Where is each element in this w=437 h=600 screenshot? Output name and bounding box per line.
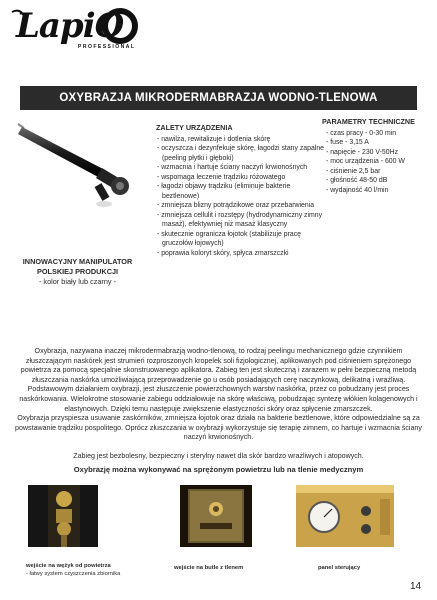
list-item: - wydajność 40 l/min [326, 186, 389, 194]
paragraph: Zabieg jest bezbolesny, bezpieczny i sterylny nawet dla skór bardzo wrażliwych i atopowych. [73, 451, 364, 460]
description-body [14, 347, 423, 462]
list-item: - fuse - 3,15 A [326, 139, 369, 146]
air-inlet-photo [28, 485, 98, 547]
list-item: - wzmacnia i hartuje ściany naczyń krwionośnych [157, 164, 308, 171]
list-item: - ciśnienie 2,5 bar [326, 167, 381, 175]
manipulator-title-2: POLSKIEJ PRODUKCJI [36, 267, 119, 276]
list-item: - nawilża, rewitalizuje i dotlenia skórę [157, 135, 271, 143]
manipulator-caption [6, 257, 149, 287]
list-item: - głośność 48-50 dB [326, 177, 388, 184]
list-item: - moc urządzenia - 600 W [326, 158, 405, 165]
caption-oxygen-inlet: wejście na butle z tlenem [174, 565, 244, 571]
page-title: OXYBRAZJA MIKRODERMABRAZJA WODNO-TLENOWA [20, 86, 417, 110]
caption-control-panel: panel sterujący [318, 565, 361, 571]
list-item: - oczyszcza i dezynfekuje skórę, łagodzi stany zapalne (peeling płytki i głęboki) [157, 145, 324, 162]
caption-air-inlet [26, 563, 156, 578]
caption-air-inlet-title: wejście na wężyk od powietrza [26, 563, 111, 569]
oxygen-inlet-photo [180, 485, 252, 547]
manipulator-subtitle: - kolor biały lub czarny - [38, 277, 117, 286]
list-item: - czas pracy - 0-30 min [326, 129, 397, 137]
paragraph: Oxybrazja, nazywana inaczej mikrodermabrazją wodno-tlenową, to rodzaj peelingu mechanicznego gdzie czynnikiem złuszczającym naskórek jest strumień rozproszonych kropelek soli fizjologicznej, aplikowanych pod ciśnieniem sprężonego powietrza za pomocą specjalnie skonstruowanego aplikatora. Zabieg ten jest skuteczną i zarazem w pełni bezpieczną metodą złuszczania naskórka umożliwiającą przeprowadzenie go u osób posiadających cerę naczynkową, delikatną i wrażliwą. Podstawowym działaniem oxybrazji, jest złuszczenie powierzchownych warstw naskórka, przez co pobudzany jest proces naskórkowania. Wielokrotne stosowanie zabiegu oddziałowuje na skórę właściwą, pobudzając syntezę włókien kolagenowych i elastynowych. Dzięki temu następuje zwiększenie elastyczności skóry oraz spłycenie zmarszczek. [19, 347, 418, 413]
list-item: - skutecznie ogranicza łojotok (stabilizuje pracę gruczołów łojowych) [157, 230, 302, 247]
caption-air-inlet-sub: - łatwy system czyszczenia zbiornika [26, 570, 121, 577]
brand-name: LapiO [16, 6, 124, 46]
list-item: - łagodzi objawy trądziku (eliminuje bakterie beztlenowe) [157, 183, 291, 200]
list-item: - poprawia koloryt skóry, spłyca zmarszczki [157, 249, 289, 257]
list-item: - zmniejsza blizny potrądzikowe oraz przebarwienia [157, 202, 315, 209]
paragraph: Oxybrazja przyspiesza usuwanie zaskórników, zmniejsza łojotok oraz działa na bakterie beztlenowe, które odpowiedzialne są za powstawanie trądziku pospolitego. Oprócz złuszczania w oxybrazji wykorzystuje się terapię zimnem, co hartuje i wzmacnia ściany naczyń krwionośnych. [15, 414, 422, 442]
handpiece-image [10, 118, 145, 213]
benefits-section [156, 123, 326, 258]
benefits-list [156, 135, 326, 259]
section-subheading: Oxybrazję można wykonywać na sprężonym powietrzu lub na tlenie medycznym [73, 465, 364, 474]
specs-list [322, 129, 432, 196]
list-item: - wspomaga leczenie trądziku różowatego [157, 173, 286, 181]
specs-heading: PARAMETRY TECHNICZNE [322, 117, 415, 126]
manipulator-title-1: INNOWACYJNY MANIPULATOR [22, 257, 133, 266]
control-panel-photo [296, 485, 394, 547]
specs-section [322, 117, 432, 195]
list-item: - napięcie - 230 V-50Hz [326, 148, 399, 156]
benefits-heading: ZALETY URZĄDZENIA [156, 123, 233, 132]
list-item: - zmniejsza cellulit i rozstępy (hydrodynamiczny zimny masaż), efektywniej niż masaż klasyczny [157, 211, 323, 228]
brand-tagline: PROFESSIONAL [78, 44, 136, 50]
page-number: 14 [410, 581, 422, 592]
brand-logo [8, 6, 158, 54]
